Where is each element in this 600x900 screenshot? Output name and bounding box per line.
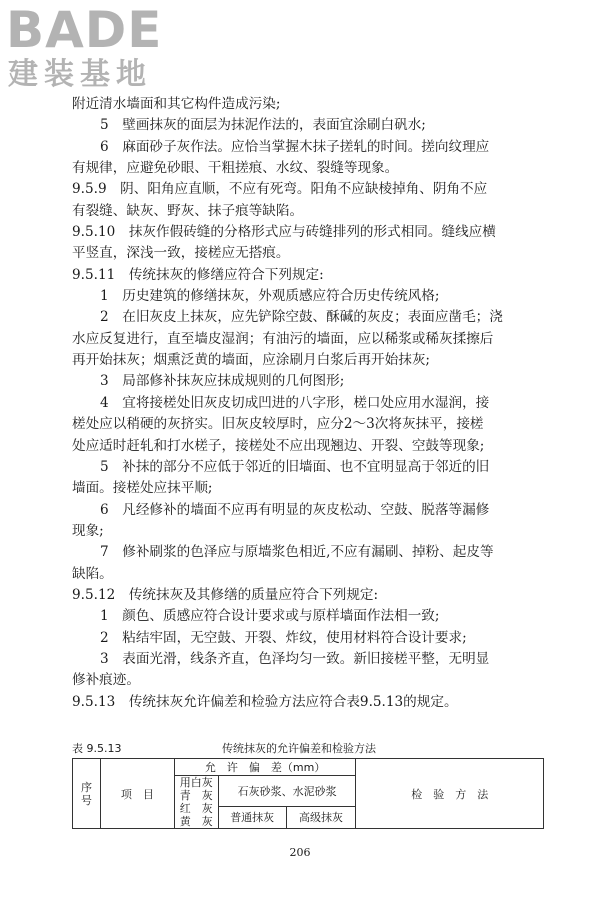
- text-line: 4 宜将接槎处旧灰皮切成凹进的八字形，槎口处应用水湿润，接: [100, 394, 490, 411]
- clause-9-5-11: 9.5.11 传统抹灰的修缮应符合下列规定:: [72, 266, 324, 283]
- header-high: 高级抹灰: [286, 806, 356, 828]
- text-line: 墙面。接槎处应抹平顺;: [72, 480, 213, 497]
- text-line: 1 颜色、质感应符合设计要求或与原样墙面作法相一致;: [100, 608, 440, 625]
- text-line: 处应适时赶轧和打水槎子，接槎处不应出现翘边、开裂、空鼓等现象;: [72, 437, 485, 454]
- header-normal: 普通抹灰: [218, 806, 286, 828]
- text-line: 2 在旧灰皮上抹灰，应先铲除空鼓、酥碱的灰皮；表面应凿毛；浇: [100, 309, 503, 326]
- text-line: 有规律，应避免砂眼、干粗搓痕、水纹、裂缝等现象。: [72, 160, 399, 177]
- table-title: 传统抹灰的允许偏差和检验方法: [222, 742, 376, 755]
- text-line: 3 表面光滑，线条齐直，色泽均匀一致。新旧接槎平整，无明显: [100, 650, 490, 667]
- header-tolerance: 允 许 偏 差（mm）: [174, 759, 356, 776]
- text-line: 现象;: [72, 522, 104, 539]
- text-line: 6 凡经修补的墙面不应再有明显的灰皮松动、空鼓、脱落等漏修: [100, 501, 490, 518]
- watermark-subtitle: 建装基地: [8, 57, 152, 92]
- text-line: 再开始抹灰；烟熏泛黄的墙面，应涂刷月白浆后再开始抹灰;: [72, 352, 431, 369]
- header-item: 项 目: [100, 759, 174, 829]
- clause-9-5-10: 9.5.10 抹灰作假砖缝的分格形式应与砖缝排列的形式相同。缝线应横: [72, 224, 496, 241]
- text-line: 平竖直，深浅一致，接槎应无搭痕。: [72, 245, 290, 262]
- page-number: 206: [289, 846, 311, 859]
- text-line: 5 壁画抹灰的面层为抹泥作法的，表面宜涂刷白矾水;: [100, 117, 426, 134]
- text-line: 6 麻面砂子灰作法。应恰当掌握木抹子搓轧的时间。搓向纹理应: [100, 138, 490, 155]
- table-caption: [72, 740, 544, 756]
- text-line: 缺陷。: [72, 565, 113, 582]
- text-line: 水应反复进行，直至墙皮湿润；有油污的墙面，应以稀浆或稀灰揉擦后: [72, 330, 494, 347]
- text-line: 附近清水墙面和其它构件造成污染;: [72, 96, 281, 112]
- text-line: 2 粘结牢固，无空鼓、开裂、炸纹，使用材料符合设计要求;: [100, 629, 467, 646]
- text-line: 槎处应以稍硬的灰挤实。旧灰皮较厚时，应分2～3次将灰抹平，接槎: [72, 416, 484, 433]
- clause-9-5-13: 9.5.13 传统抹灰允许偏差和检验方法应符合表9.5.13的规定。: [72, 693, 458, 710]
- watermark-logo: [4, 2, 184, 94]
- header-mortar: 石灰砂浆、水泥砂浆: [218, 776, 356, 807]
- header-method: 检 验 方 法: [356, 759, 544, 829]
- text-line: 3 局部修补抹灰应抹成规则的几何图形;: [100, 373, 345, 390]
- header-lime-types: 用白灰 青 灰 红 灰 黄 灰: [174, 776, 218, 829]
- clause-9-5-9: 9.5.9 阴、阳角应直顺，不应有死弯。阳角不应缺棱掉角、阴角不应: [72, 181, 488, 198]
- text-line: 修补痕迹。: [72, 672, 140, 689]
- clause-9-5-12: 9.5.12 传统抹灰及其修缮的质量应符合下列规定:: [72, 586, 379, 603]
- tolerance-table: [72, 758, 544, 829]
- header-seq: 序号: [73, 759, 101, 829]
- table-number: 表 9.5.13: [72, 742, 122, 755]
- document-body: [72, 94, 542, 713]
- watermark-brand: BADE: [6, 1, 163, 59]
- text-line: 有裂缝、缺灰、野灰、抹子痕等缺陷。: [72, 202, 304, 219]
- text-line: 1 历史建筑的修缮抹灰，外观质感应符合历史传统风格;: [100, 288, 440, 305]
- text-line: 7 修补刷浆的色泽应与原墙浆色相近,不应有漏刷、掉粉、起皮等: [100, 544, 494, 561]
- text-line: 5 补抹的部分不应低于邻近的旧墙面、也不宜明显高于邻近的旧: [100, 458, 490, 475]
